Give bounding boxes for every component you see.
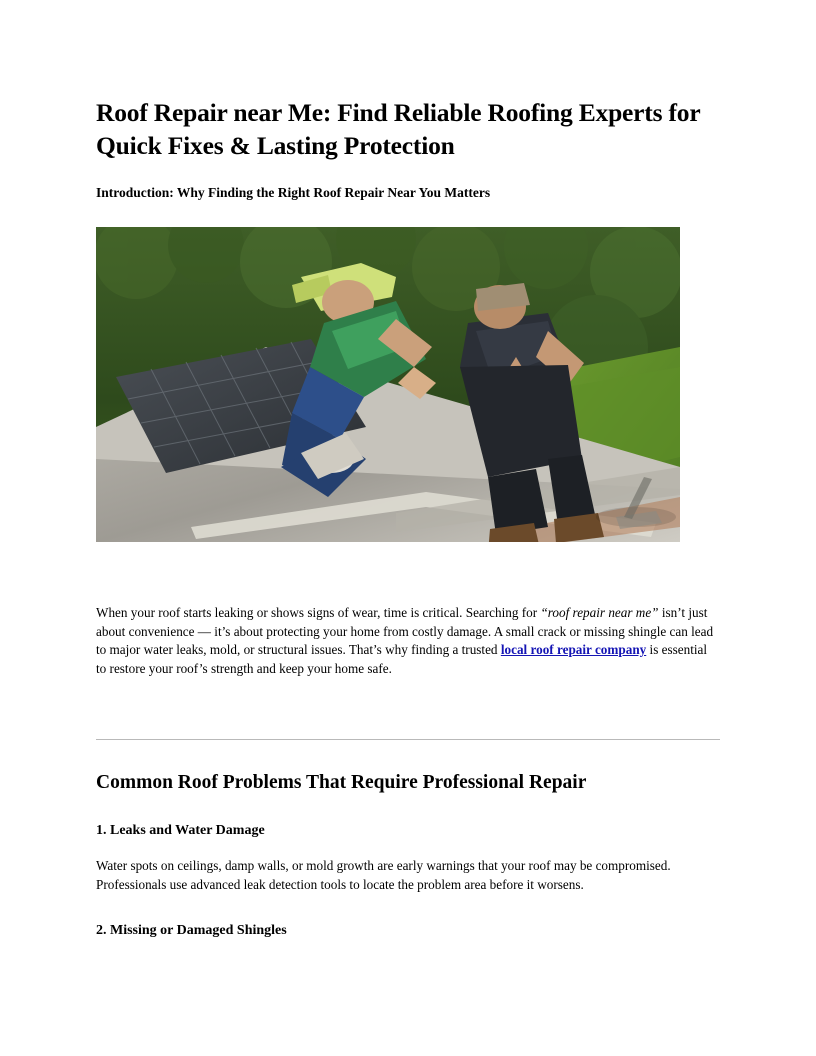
introduction-heading: Introduction: Why Finding the Right Roof Repair Near You Matters xyxy=(96,185,491,201)
intro-text-part2: isn’t just about convenience — it’s about protecting your home from costly damage. A small crack or missing shingle can lead to major water leaks, mold, or structural issues. That’s why finding a trusted xyxy=(96,604,714,658)
subsection-paragraph-1: Water spots on ceilings, damp walls, or mold growth are early warnings that your roof may be compromised. Professionals use advanced leak detection tools to locate the problem area before it worsens. xyxy=(96,858,671,893)
section-divider xyxy=(96,739,720,740)
intro-text-part3: is essential to restore your roof’s strength and keep your home safe. xyxy=(96,642,708,677)
intro-quote: “roof repair near me” xyxy=(540,604,659,620)
intro-paragraph xyxy=(96,604,720,679)
subsection-heading-2: 2. Missing or Damaged Shingles xyxy=(96,922,287,938)
roof-repair-photo xyxy=(96,227,680,542)
page-title: Roof Repair near Me: Find Reliable Roofing Experts for Quick Fixes & Lasting Protection xyxy=(96,98,700,161)
intro-text-part1: When your roof starts leaking or shows signs of wear, time is critical. Searching for xyxy=(96,604,541,620)
subsection-heading-1: 1. Leaks and Water Damage xyxy=(96,823,265,839)
section-heading: Common Roof Problems That Require Professional Repair xyxy=(96,771,587,793)
local-roof-repair-company-link[interactable]: local roof repair company xyxy=(500,642,647,658)
